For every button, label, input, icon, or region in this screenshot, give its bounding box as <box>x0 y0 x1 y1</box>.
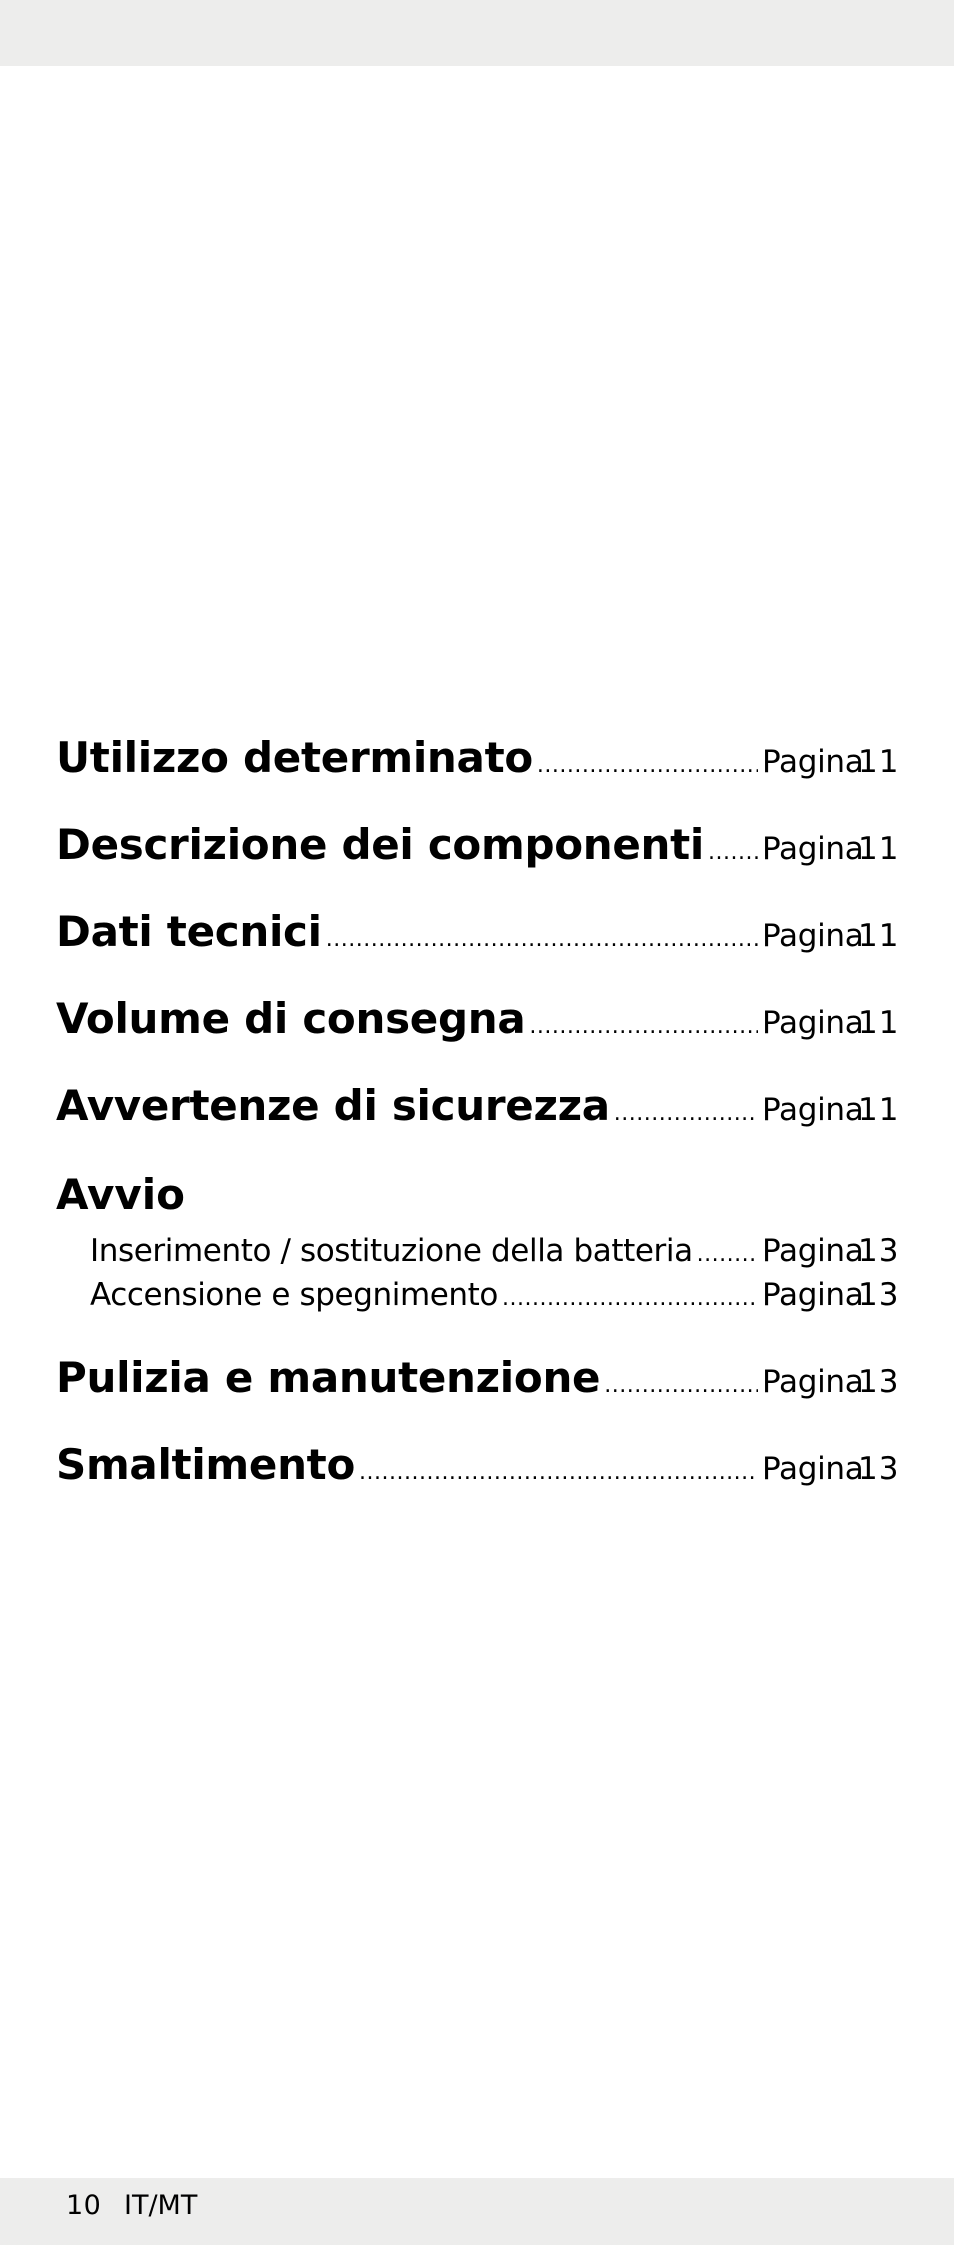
top-band <box>0 0 954 66</box>
toc-entry-title: Utilizzo determinato <box>56 733 533 782</box>
toc-page-label: Pagina <box>762 1277 864 1313</box>
toc-entry-title: Pulizia e manutenzione <box>56 1353 601 1402</box>
toc-leader-dots <box>529 1014 758 1039</box>
toc-entry-title: Smaltimento <box>56 1440 356 1489</box>
footer-language-code: IT/MT <box>124 2190 198 2221</box>
toc-leader-dots <box>502 1286 758 1311</box>
toc-entry-dati-tecnici[interactable] <box>56 907 898 963</box>
toc-entry-avvertenze-di-sicurezza[interactable] <box>56 1081 898 1137</box>
toc-subentry-accensione-spegnimento[interactable] <box>90 1277 898 1317</box>
toc-leader-dots <box>614 1101 758 1126</box>
toc-page-number: 11 <box>858 1092 900 1128</box>
toc-page-number: 13 <box>858 1364 900 1400</box>
toc-page-number: 13 <box>858 1277 900 1313</box>
toc-subentry-inserimento-batteria[interactable] <box>90 1233 898 1273</box>
toc-subentry-title: Inserimento / sostituzione della batteria <box>90 1233 693 1269</box>
toc-leader-dots <box>359 1460 758 1485</box>
toc-leader-dots <box>708 840 758 865</box>
toc-page-label: Pagina <box>762 1233 864 1269</box>
toc-page-label: Pagina <box>762 1364 864 1400</box>
toc-page-label: Pagina <box>762 1451 864 1487</box>
toc-page-number: 11 <box>858 918 900 954</box>
toc-subentry-title: Accensione e spegnimento <box>90 1277 498 1313</box>
toc-entry-smaltimento[interactable] <box>56 1440 898 1496</box>
toc-entry-utilizzo-determinato[interactable] <box>56 733 898 789</box>
toc-leader-dots <box>697 1242 758 1267</box>
toc-heading-avvio[interactable]: Avvio <box>56 1170 186 1219</box>
toc-page-number: 11 <box>858 831 900 867</box>
toc-page-number: 13 <box>858 1451 900 1487</box>
toc-entry-title: Dati tecnici <box>56 907 322 956</box>
toc-page-label: Pagina <box>762 918 864 954</box>
toc-page-number: 13 <box>858 1233 900 1269</box>
toc-page-number: 11 <box>858 744 900 780</box>
toc-entry-title: Descrizione dei componenti <box>56 820 705 869</box>
toc-page-label: Pagina <box>762 831 864 867</box>
toc-entry-descrizione-dei-componenti[interactable] <box>56 820 898 876</box>
toc-page-label: Pagina <box>762 1092 864 1128</box>
footer-page-number: 10 <box>66 2190 102 2221</box>
toc-entry-title: Volume di consegna <box>56 994 526 1043</box>
toc-leader-dots <box>604 1373 758 1398</box>
toc-page-number: 11 <box>858 1005 900 1041</box>
toc-entry-volume-di-consegna[interactable] <box>56 994 898 1050</box>
toc-leader-dots <box>537 753 758 778</box>
toc-page-label: Pagina <box>762 744 864 780</box>
toc-entry-title: Avvertenze di sicurezza <box>56 1081 610 1130</box>
toc-leader-dots <box>326 927 758 952</box>
toc-entry-pulizia-e-manutenzione[interactable] <box>56 1353 898 1409</box>
toc-page-label: Pagina <box>762 1005 864 1041</box>
